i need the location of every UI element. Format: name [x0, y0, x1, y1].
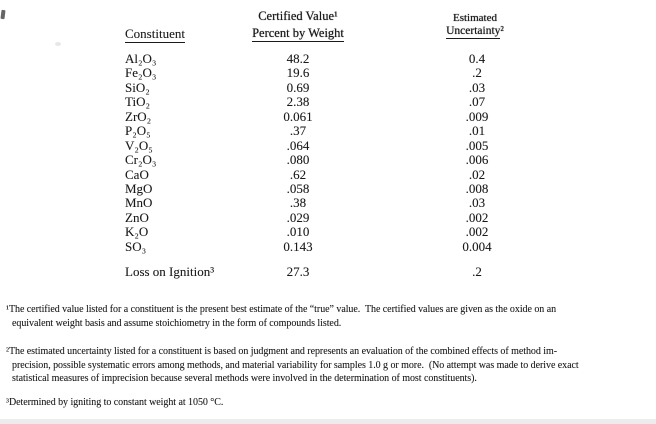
column-header-uncertainty [365, 25, 585, 37]
cell-uncertainty: .03 [468, 195, 486, 211]
cell-constituent: K₂O [125, 224, 149, 240]
column-header-certified-value: Certified Value¹ [258, 9, 338, 23]
cell-uncertainty: .01 [468, 123, 486, 139]
footnote-3 [6, 396, 654, 410]
table-row [0, 196, 656, 210]
table-row [0, 81, 656, 95]
cell-certified-value: .064 [286, 137, 310, 153]
cell-uncertainty: .009 [465, 108, 489, 124]
uncertainty-footnote-marker: ² [500, 25, 504, 37]
table-row [0, 110, 656, 124]
footnote-line: ³Determined by igniting to constant weight at 1050 °C. [6, 396, 224, 408]
cell-certified-value: .029 [286, 209, 310, 225]
cell-certified-value: .37 [289, 123, 307, 139]
column-header-uncertainty-label: Uncertainty [446, 25, 501, 37]
cell-constituent: P₂O₅ [125, 123, 151, 139]
cell-certified-value: 0.061 [283, 108, 313, 124]
scan-bottom-edge [0, 419, 656, 424]
cell-uncertainty: .2 [472, 264, 482, 280]
cell-uncertainty: .002 [465, 224, 489, 240]
cell-constituent: Fe₂O₃ [125, 65, 157, 81]
cell-certified-value: .010 [286, 224, 310, 240]
cell-constituent: SiO₂ [125, 79, 150, 95]
footnote-line: precision, possible systematic errors among methods, and material variability for samples 1.0 g or more. (No attempt was made to derive exact [12, 359, 579, 371]
footnote-line: ¹The certified value listed for a constituent is the present best estimate of the “true” value. The certified values are given as the oxide on an [6, 304, 557, 315]
footnote-line: equivalent weight basis and assume stoichiometry in the form of compounds listed. [12, 317, 342, 329]
footnote-line: ²The estimated uncertainty listed for a constituent is based on judgment and represents an evaluation of the combined effects of method im- [6, 346, 557, 357]
cell-uncertainty: .008 [465, 180, 489, 196]
table-row [0, 66, 656, 80]
cell-uncertainty: 0.4 [468, 51, 486, 66]
cell-constituent: V₂O₅ [125, 137, 153, 153]
cell-certified-value: 48.2 [286, 51, 310, 66]
cell-uncertainty: .03 [468, 79, 486, 95]
cell-certified-value: .62 [289, 166, 307, 182]
table-row [0, 139, 656, 153]
cell-uncertainty: 0.004 [462, 238, 492, 254]
table-body [0, 52, 656, 280]
footnote-2 [6, 345, 654, 386]
table-row [0, 153, 656, 167]
cell-certified-value: 27.3 [286, 264, 310, 280]
table-row [0, 265, 656, 279]
table-row [0, 124, 656, 138]
cell-constituent: Cr₂O₃ [125, 152, 157, 168]
cell-certified-value: .080 [286, 152, 310, 168]
cell-uncertainty: .002 [465, 209, 489, 225]
scan-artifact-speck [55, 42, 61, 46]
cell-constituent: MgO [125, 180, 153, 196]
cell-uncertainty: .07 [468, 94, 486, 110]
table-row [0, 52, 656, 66]
table-row [0, 225, 656, 239]
footnote-line: statistical measures of imprecision because several methods were involved in the determination of most constituents). [12, 373, 477, 384]
cell-certified-value: 0.69 [286, 79, 310, 95]
scan-artifact-mark [0, 10, 5, 19]
footnotes-container [6, 303, 654, 409]
column-header-constituent [125, 26, 185, 42]
table-row [0, 240, 656, 254]
cell-constituent: ZnO [125, 209, 149, 225]
cell-uncertainty: .2 [472, 65, 482, 81]
column-header-constituent-label: Constituent [125, 26, 185, 41]
cell-certified-value: 2.38 [286, 94, 310, 110]
cell-uncertainty: .006 [465, 152, 489, 168]
cell-uncertainty: .005 [465, 137, 489, 153]
cell-constituent: MnO [125, 195, 153, 211]
cell-constituent: TiO₂ [125, 94, 151, 110]
table-row [0, 182, 656, 196]
table-row [0, 95, 656, 109]
cell-uncertainty: .02 [468, 166, 486, 182]
cell-constituent: CaO [125, 166, 149, 182]
footnote-1 [6, 303, 654, 330]
table-row [0, 211, 656, 225]
column-header-estimated: Estimated [453, 12, 497, 24]
cell-constituent: SO₃ [125, 238, 147, 254]
cell-certified-value: .058 [286, 180, 310, 196]
column-header-percent-by-weight-label: Percent by Weight [252, 26, 344, 40]
cell-certified-value: 0.143 [283, 238, 313, 254]
table-row [0, 168, 656, 182]
cell-constituent: ZrO₂ [125, 108, 152, 124]
cell-constituent: Loss on Ignition³ [125, 264, 215, 280]
cell-certified-value: 19.6 [286, 65, 310, 81]
cell-constituent: Al₂O₃ [125, 51, 157, 66]
cell-certified-value: .38 [289, 195, 307, 211]
